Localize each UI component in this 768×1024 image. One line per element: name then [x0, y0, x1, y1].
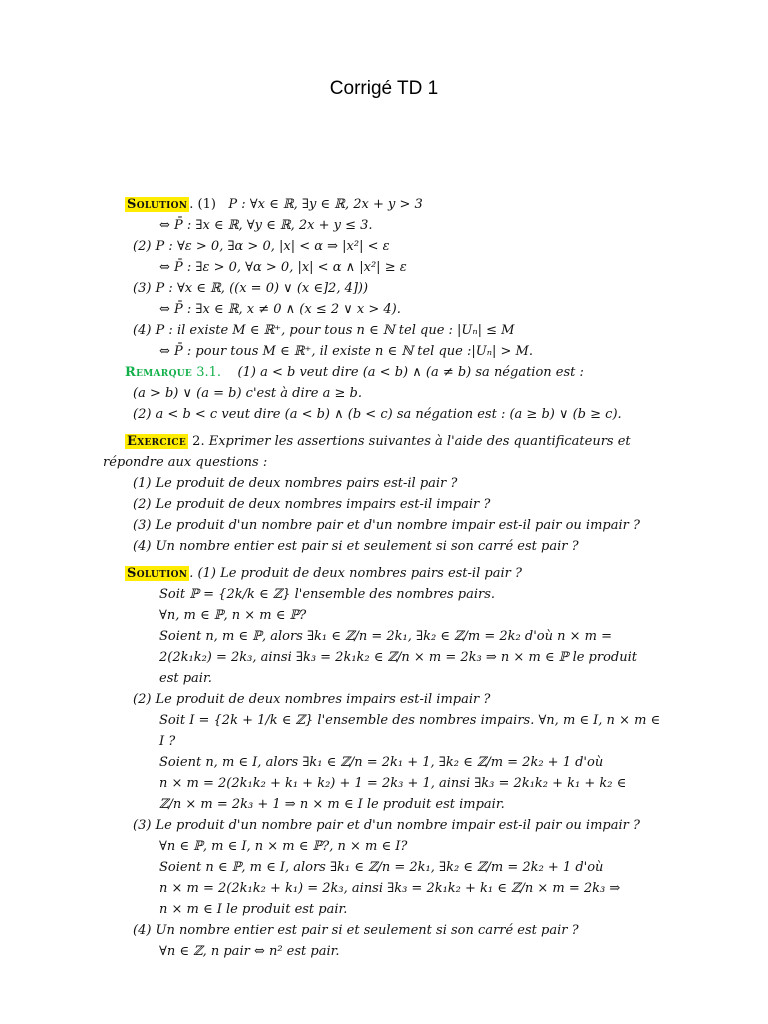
- solution-2-a3: Soient n, m ∈ ℙ, alors ∃k₁ ∈ ℤ/n = 2k₁, ∃k₂ ∈ ℤ/m = 2k₂ d'où n × m =: [159, 629, 612, 644]
- solution-2-lead: . (1) Le produit de deux nombres pairs est-il pair ?: [189, 566, 522, 581]
- solution-2-b3: Soient n, m ∈ I, alors ∃k₁ ∈ ℤ/n = 2k₁ + 1, ∃k₂ ∈ ℤ/m = 2k₂ + 1 d'où: [159, 755, 604, 770]
- solution-2-a4: 2(2k₁k₂) = 2k₃, ainsi ∃k₃ = 2k₁k₂ ∈ ℤ/n × m = 2k₃ ⇒ n × m ∈ ℙ le produit: [159, 650, 637, 665]
- remark-line-1: (1) a < b veut dire (a < b) ∧ (a ≠ b) sa négation est :: [237, 365, 584, 380]
- solution-1-lead: . (1): [189, 197, 221, 212]
- solution-2-c2: Soient n ∈ ℙ, m ∈ I, alors ∃k₁ ∈ ℤ/n = 2k₁, ∃k₂ ∈ ℤ/m = 2k₂ + 1 d'où: [159, 860, 604, 875]
- solution-1-item-4b: ⇔ P̄ : pour tous M ∈ ℝ⁺, il existe n ∈ ℕ tel que :|Uₙ| > M.: [159, 344, 533, 359]
- solution-1-item-3b: ⇔ P̄ : ∃x ∈ ℝ, x ≠ 0 ∧ (x ≤ 2 ∨ x > 4).: [159, 302, 401, 317]
- solution-2-b5: ℤ/n × m = 2k₃ + 1 ⇒ n × m ∈ I le produit est impair.: [159, 797, 505, 812]
- solution-2-d1: ∀n ∈ ℤ, n pair ⇔ n² est pair.: [159, 944, 340, 959]
- solution-tag: Solution: [127, 197, 188, 212]
- solution-2-b1: Soit I = {2k + 1/k ∈ ℤ} l'ensemble des nombres impairs. ∀n, m ∈ I, n × m ∈: [159, 713, 661, 728]
- exercise-question-4: (4) Un nombre entier est pair si et seulement si son carré est pair ?: [133, 539, 579, 554]
- solution-2-heading: [103, 565, 663, 583]
- exercise-intro-1: Exprimer les assertions suivantes à l'aide des quantificateurs et: [208, 434, 631, 449]
- solution-1-item-2b: ⇔ P̄ : ∃ε > 0, ∀α > 0, |x| < α ∧ |x²| ≥ ε: [159, 260, 407, 275]
- exercise-tag: Exercice: [127, 434, 187, 449]
- remark-heading: [103, 364, 663, 382]
- solution-2-a1: Soit ℙ = {2k/k ∈ ℤ} l'ensemble des nombres pairs.: [159, 587, 496, 602]
- solution-1-line-1: P : ∀x ∈ ℝ, ∃y ∈ ℝ, 2x + y > 3: [228, 197, 423, 212]
- solution-2-b4: n × m = 2(2k₁k₂ + k₁ + k₂) + 1 = 2k₃ + 1, ainsi ∃k₃ = 2k₁k₂ + k₁ + k₂ ∈: [159, 776, 627, 791]
- solution-2-d0: (4) Un nombre entier est pair si et seulement si son carré est pair ?: [133, 923, 579, 938]
- solution-1-item-2a: (2) P : ∀ε > 0, ∃α > 0, |x| < α ⇒ |x²| < ε: [133, 239, 390, 254]
- solution-2-c3: n × m = 2(2k₁k₂ + k₁) = 2k₃, ainsi ∃k₃ = 2k₁k₂ + k₁ ∈ ℤ/n × m = 2k₃ ⇒: [159, 881, 621, 896]
- remark-line-2: (a > b) ∨ (a = b) c'est à dire a ≥ b.: [133, 386, 362, 401]
- solution-2-b0: (2) Le produit de deux nombres impairs est-il impair ?: [133, 692, 491, 707]
- document-body: [103, 196, 663, 964]
- solution-2-a5: est pair.: [159, 671, 212, 686]
- solution-tag: Solution: [127, 566, 188, 581]
- exercise-question-1: (1) Le produit de deux nombres pairs est-il pair ?: [133, 476, 458, 491]
- exercise-question-2: (2) Le produit de deux nombres impairs est-il impair ?: [133, 497, 491, 512]
- solution-2-b2: I ?: [159, 734, 176, 749]
- exercise-heading: [103, 433, 663, 451]
- exercise-intro-2: répondre aux questions :: [103, 455, 268, 470]
- exercise-question-3: (3) Le produit d'un nombre pair et d'un nombre impair est-il pair ou impair ?: [133, 518, 640, 533]
- remark-line-3: (2) a < b < c veut dire (a < b) ∧ (b < c) sa négation est : (a ≥ b) ∨ (b ≥ c).: [133, 407, 622, 422]
- exercise-number: 2.: [192, 434, 205, 449]
- solution-2-a2: ∀n, m ∈ ℙ, n × m ∈ ℙ?: [159, 608, 307, 623]
- remark-tag: Remarque: [125, 365, 193, 380]
- remark-number: 3.1.: [196, 365, 221, 380]
- solution-1-item-4a: (4) P : il existe M ∈ ℝ⁺, pour tous n ∈ ℕ tel que : |Uₙ| ≤ M: [133, 323, 515, 338]
- solution-2-c1: ∀n ∈ ℙ, m ∈ I, n × m ∈ ℙ?, n × m ∈ I?: [159, 839, 408, 854]
- solution-1-line-2: ⇔ P̄ : ∃x ∈ ℝ, ∀y ∈ ℝ, 2x + y ≤ 3.: [159, 218, 373, 233]
- solution-1-heading: [103, 196, 663, 214]
- solution-2-c0: (3) Le produit d'un nombre pair et d'un nombre impair est-il pair ou impair ?: [133, 818, 640, 833]
- page-title: Corrigé TD 1: [329, 78, 439, 99]
- solution-2-c4: n × m ∈ I le produit est pair.: [159, 902, 348, 917]
- solution-1-item-3a: (3) P : ∀x ∈ ℝ, ((x = 0) ∨ (x ∈]2, 4])): [133, 281, 369, 296]
